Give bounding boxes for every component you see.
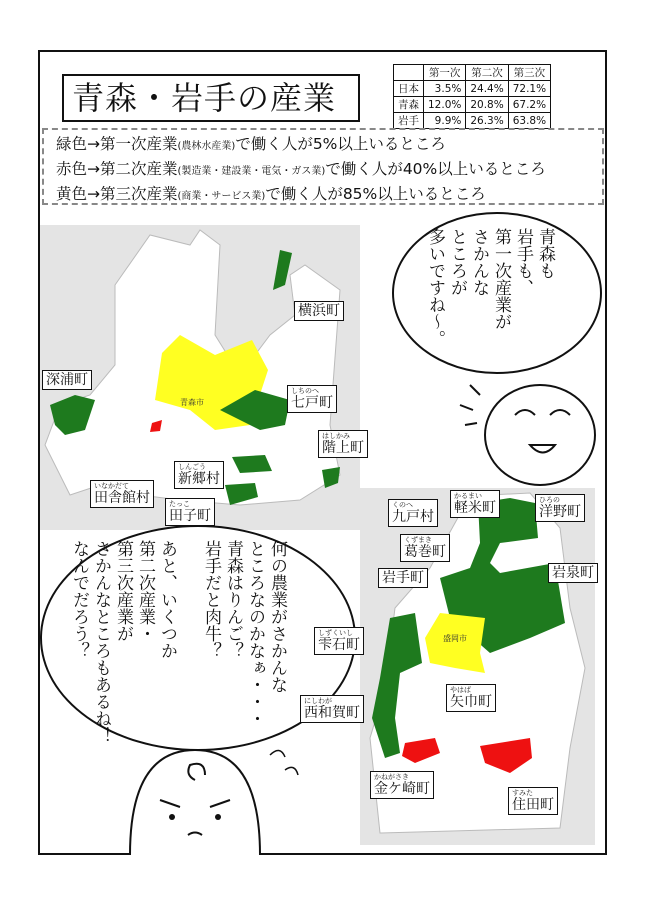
label-fukaura — [42, 370, 92, 390]
label-ruby: しずくいし — [318, 629, 353, 637]
table-header: 第一次 — [424, 65, 466, 81]
legend-text: で働く人が5%以上いるところ — [235, 135, 446, 153]
table-row — [394, 97, 551, 113]
character-right — [455, 360, 605, 490]
legend-detail: (商業・サービス業) — [177, 191, 266, 202]
label-hirono — [535, 494, 585, 522]
legend-red — [56, 158, 590, 183]
label-hashikami — [318, 430, 368, 458]
label-ruby: はしかみ — [322, 432, 350, 440]
table-cell: 24.4% — [466, 81, 508, 97]
label-ruby: いなかだて — [94, 482, 129, 490]
label-ruby: たっこ — [169, 500, 190, 508]
legend-label: 緑色→第一次産業 — [56, 135, 178, 153]
label-shingo — [174, 461, 224, 489]
label-takko — [165, 498, 215, 526]
table-cell: 岩手 — [394, 113, 424, 129]
legend-detail: (農林水産業) — [177, 141, 236, 152]
table-header: 第三次 — [508, 65, 550, 81]
label-ruby: しんごう — [178, 463, 206, 471]
label-text: 洋野町 — [539, 504, 581, 520]
legend-yellow — [56, 183, 590, 208]
speech-text-left: 何の農業がさかんな ところなのかなぁ・・・ 青森はりんご？ 岩手だと肉牛？ あと、いくつか 第二次産業・ 第三次産業が さかんなところもあるね！ なんでだろう？ — [69, 540, 287, 744]
legend-detail: (製造業・建設業・電気・ガス業) — [177, 166, 326, 177]
label-text: 岩泉町 — [552, 565, 594, 581]
legend-label: 赤色→第二次産業 — [56, 160, 178, 178]
label-ruby: すみた — [512, 789, 533, 797]
morioka-city-label: 盛岡市 — [443, 634, 467, 643]
label-nishiwaga — [300, 695, 364, 723]
label-ruby: かねがさき — [374, 773, 409, 781]
table-cell: 3.5% — [424, 81, 466, 97]
label-karumai — [450, 490, 500, 518]
label-text: 住田町 — [512, 797, 554, 813]
label-ruby: ひろの — [539, 496, 560, 504]
label-text: 九戸村 — [392, 509, 434, 525]
label-text: 七戸町 — [291, 395, 333, 411]
table-row — [394, 81, 551, 97]
yokohama-region — [273, 250, 292, 290]
label-yokohama — [294, 301, 344, 321]
label-ruby: かるまい — [454, 492, 482, 500]
label-ruby: にしわが — [304, 697, 332, 705]
label-shichinohe — [287, 385, 337, 413]
aomori-city-label: 青森市 — [180, 398, 204, 407]
legend-text: で働く人が40%以上いるところ — [325, 160, 546, 178]
label-ruby: しちのへ — [291, 387, 319, 395]
label-text: 田子町 — [169, 508, 211, 524]
table-cell: 12.0% — [424, 97, 466, 113]
label-text: 軽米町 — [454, 500, 496, 516]
label-text: 階上町 — [322, 440, 364, 456]
character-left — [110, 735, 310, 855]
label-ruby: くのへ — [392, 501, 413, 509]
table-cell: 63.8% — [508, 113, 550, 129]
legend-text: で働く人が85%以上いるところ — [265, 185, 486, 203]
label-text: 深浦町 — [46, 372, 88, 388]
table-row — [394, 113, 551, 129]
label-iwate-town — [378, 568, 428, 588]
label-text: 葛巻町 — [404, 544, 446, 560]
label-text: 田舎館村 — [94, 490, 150, 506]
label-yahaba — [446, 684, 496, 712]
label-kuzumaki — [400, 534, 450, 562]
label-inakadate — [90, 480, 154, 508]
label-text: 新郷村 — [178, 471, 220, 487]
page-title: 青森・岩手の産業 — [62, 74, 360, 122]
label-kanegasaki — [370, 771, 434, 799]
label-text: 岩手町 — [382, 570, 424, 586]
table-cell: 日本 — [394, 81, 424, 97]
label-iwaizumi — [548, 563, 598, 583]
legend-green — [56, 133, 590, 158]
label-ruby: くずまき — [404, 536, 432, 544]
industry-ratio-table — [393, 64, 551, 129]
color-legend — [42, 128, 604, 205]
table-cell: 72.1% — [508, 81, 550, 97]
table-cell: 青森 — [394, 97, 424, 113]
label-text: 雫石町 — [318, 637, 360, 653]
speech-text-right: 青森も 岩手も、 第一次産業が さかんな ところが 多いですね～。 — [425, 228, 555, 347]
label-text: 金ケ崎町 — [374, 781, 430, 797]
table-cell: 26.3% — [466, 113, 508, 129]
table-header-row — [394, 65, 551, 81]
table-cell: 9.9% — [424, 113, 466, 129]
label-kunohe — [388, 499, 438, 527]
table-header: 第二次 — [466, 65, 508, 81]
label-text: 矢巾町 — [450, 694, 492, 710]
table-header — [394, 65, 424, 81]
table-cell: 67.2% — [508, 97, 550, 113]
label-ruby: やはば — [450, 686, 471, 694]
label-sumita — [508, 787, 558, 815]
table-cell: 20.8% — [466, 97, 508, 113]
legend-label: 黄色→第三次産業 — [56, 185, 178, 203]
label-text: 西和賀町 — [304, 705, 360, 721]
label-text: 横浜町 — [298, 303, 340, 319]
hashikami-region — [322, 467, 340, 488]
label-shizukuishi — [314, 627, 364, 655]
